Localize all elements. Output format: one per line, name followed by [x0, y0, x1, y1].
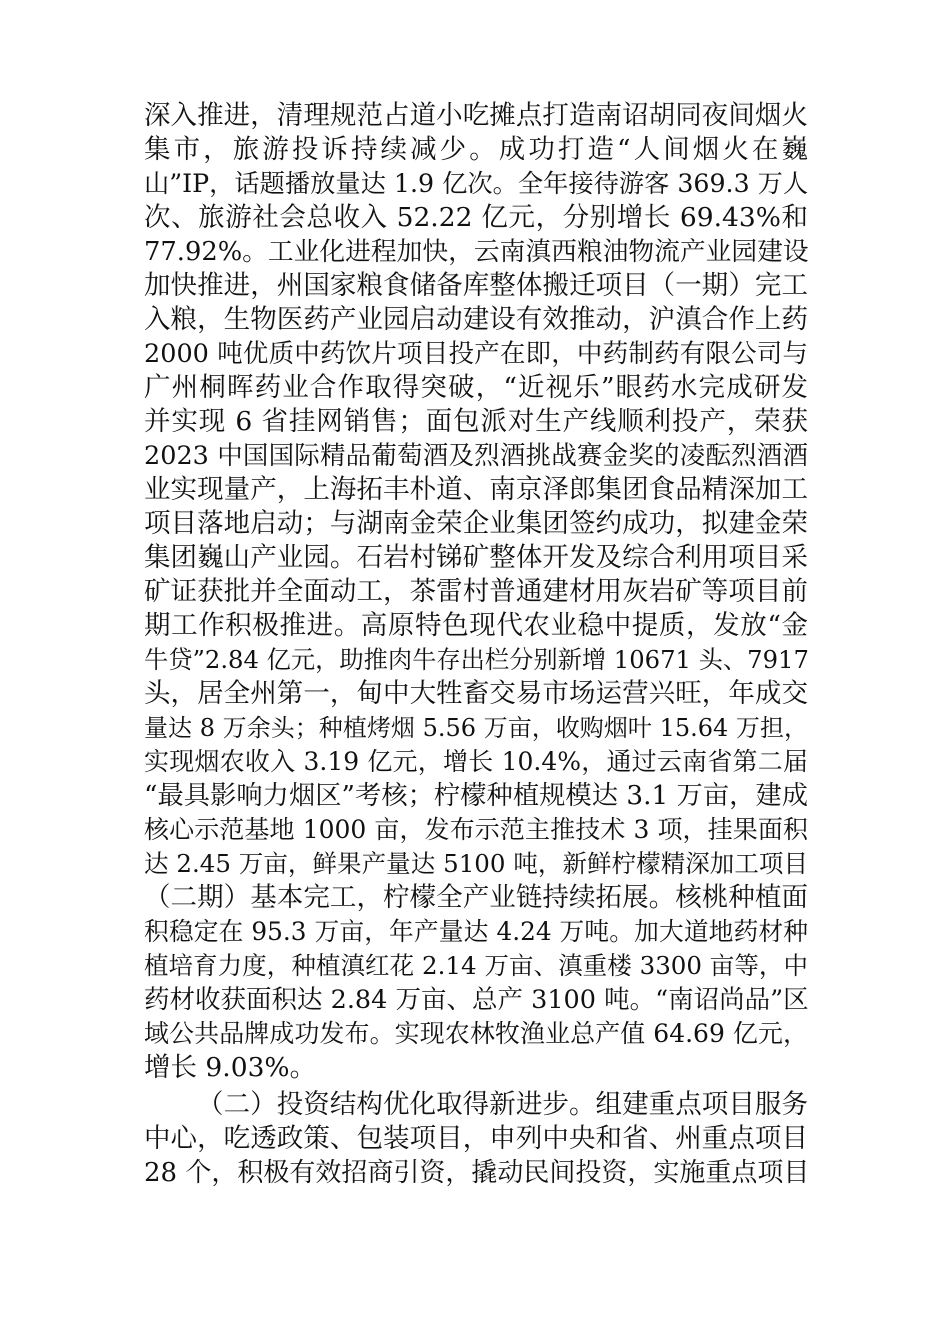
text-line: 头，居全州第一，甸中大牲畜交易市场运营兴旺，年成交 — [144, 678, 808, 709]
text-line: 核心示范基地 1000 亩，发布示范主推技术 3 项，挂果面积 — [144, 815, 808, 844]
text-line: （二期）基本完工，柠檬全产业链持续拓展。核桃种植面 — [144, 882, 808, 913]
text-line: 次、旅游社会总收入 52.22 亿元，分别增长 69.43%和 — [144, 202, 808, 233]
text-line: 植培育力度，种植滇红花 2.14 万亩、滇重楼 3300 亩等，中 — [144, 951, 808, 980]
text-line: 达 2.45 万亩，鲜果产量达 5100 吨，新鲜柠檬精深加工项目 — [144, 849, 808, 878]
text-line: 药材收获面积达 2.84 万亩、总产 3100 吨。“南诏尚品”区 — [144, 985, 809, 1015]
text-line: 期工作积极推进。高原特色现代农业稳中提质，发放“金 — [144, 610, 808, 641]
text-line: 77.92%。工业化进程加快，云南滇西粮油物流产业园建设 — [144, 237, 809, 267]
text-line: 2000 吨优质中药饮片项目投产在即，中药制药有限公司与 — [144, 339, 808, 369]
text-line: 量达 8 万余头；种植烤烟 5.56 万亩，收购烟叶 15.64 万担， — [144, 714, 808, 742]
section-heading: （二）投资结构优化取得新进步。组建重点项目服务 — [197, 1089, 808, 1120]
text-line: 矿证获批并全面动工，茶雷村普通建材用灰岩矿等项目前 — [144, 576, 808, 607]
text-line: 实现烟农收入 3.19 亿元，增长 10.4%，通过云南省第二届 — [144, 747, 808, 776]
text-line: 积稳定在 95.3 万亩，年产量达 4.24 万吨。加大道地药材种 — [144, 917, 808, 946]
text-line: 加快推进，州国家粮食储备库整体搬迁项目（一期）完工 — [144, 270, 808, 301]
text-line: 深入推进，清理规范占道小吃摊点打造南诏胡同夜间烟火 — [144, 100, 808, 131]
text-line: 28 个，积极有效招商引资，撬动民间投资，实施重点项目 — [144, 1158, 810, 1188]
text-line: 广州桐晖药业合作取得突破，“近视乐”眼药水完成研发 — [144, 372, 808, 403]
text-line: 入粮，生物医药产业园启动建设有效推动，沪滇合作上药 — [144, 304, 808, 335]
text-line: 牛贷”2.84 亿元，助推肉牛存出栏分别新增 10671 头、7917 — [144, 645, 809, 674]
text-line: 增长 9.03%。 — [144, 1052, 317, 1083]
text-line: 集市，旅游投诉持续减少。成功打造“人间烟火在巍 — [144, 134, 808, 165]
text-line: 并实现 6 省挂网销售；面包派对生产线顺利投产，荣获 — [144, 406, 808, 437]
text-line: 项目落地启动；与湖南金荣企业集团签约成功，拟建金荣 — [144, 508, 808, 539]
text-line: 2023 中国国际精品葡萄酒及烈酒挑战赛金奖的凌酝烈酒酒 — [144, 441, 808, 471]
text-line: 业实现量产，上海拓丰朴道、南京泽郎集团食品精深加工 — [144, 474, 808, 505]
text-line: 山”IP，话题播放量达 1.9 亿次。全年接待游客 369.3 万人 — [144, 169, 809, 198]
text-line: 域公共品牌成功发布。实现农林牧渔业总产值 64.69 亿元， — [144, 1019, 808, 1048]
text-line: “最具影响力烟区”考核；柠檬种植规模达 3.1 万亩，建成 — [144, 781, 808, 811]
text-line: 中心，吃透政策、包装项目，申列中央和省、州重点项目 — [144, 1123, 808, 1154]
text-line: 集团巍山产业园。石岩村锑矿整体开发及综合利用项目采 — [144, 542, 808, 573]
